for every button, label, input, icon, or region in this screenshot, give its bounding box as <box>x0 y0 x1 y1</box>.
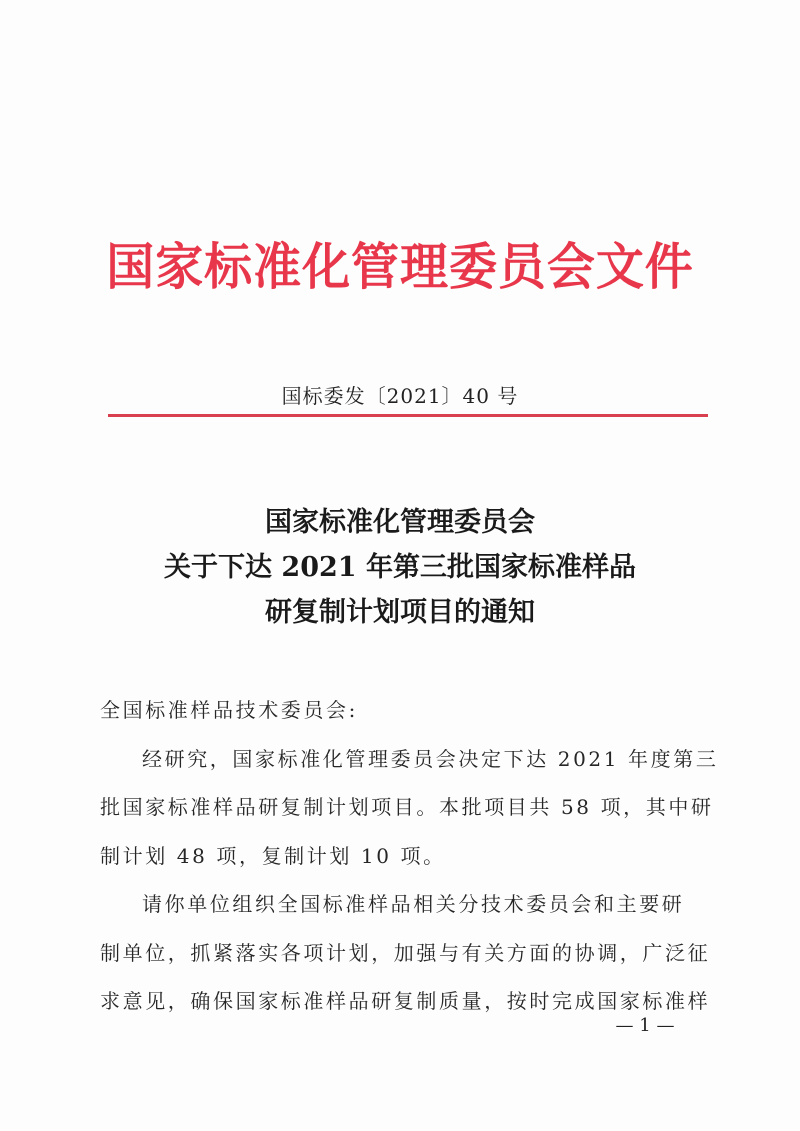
paragraph-2-line-1: 请你单位组织全国标准样品相关分技术委员会和主要研 <box>142 892 685 916</box>
document-title <box>0 500 800 635</box>
title-line-3: 研复制计划项目的通知 <box>265 597 535 628</box>
paragraph-1-line-3: 制计划 48 项，复制计划 10 项。 <box>100 843 446 868</box>
issuer-red-header: 国家标准化管理委员会文件 <box>106 237 694 296</box>
salutation: 全国标准样品技术委员会: <box>100 698 358 722</box>
document-body <box>100 686 719 1026</box>
title-line-1: 国家标准化管理委员会 <box>265 507 535 538</box>
red-divider-line <box>108 414 708 417</box>
title-line-2: 关于下达 2021 年第三批国家标准样品 <box>164 552 636 583</box>
document-number: 国标委发〔2021〕40 号 <box>281 384 519 408</box>
paragraph-2-line-2: 制单位，抓紧落实各项计划，加强与有关方面的协调，广泛征 <box>100 940 711 965</box>
paragraph-1-line-1: 经研究，国家标准化管理委员会决定下达 2021 年度第三 <box>142 746 719 771</box>
page-number: — 1 — <box>615 1015 675 1036</box>
paragraph-2-line-3: 求意见，确保国家标准样品研复制质量，按时完成国家标准样 <box>100 989 711 1013</box>
paragraph-1-line-2: 批国家标准样品研复制计划项目。本批项目共 58 项，其中研 <box>100 795 714 819</box>
